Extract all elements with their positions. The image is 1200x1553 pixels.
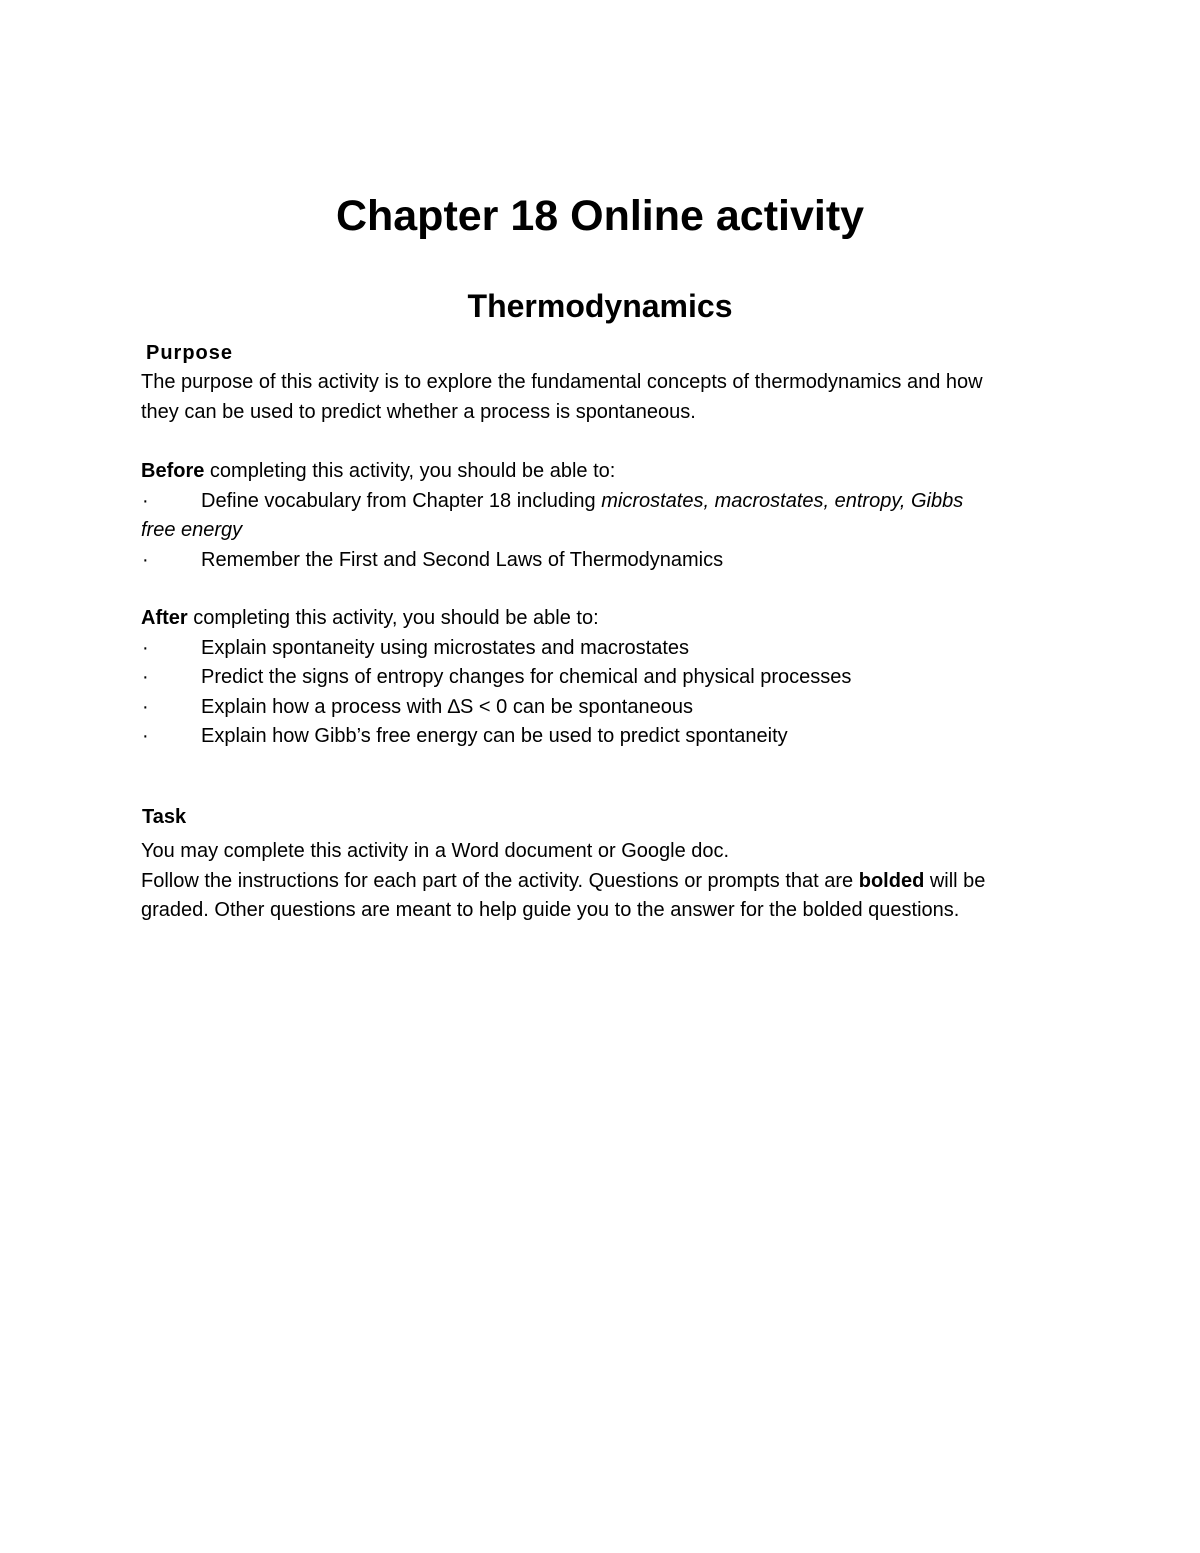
before-item-1-continuation xyxy=(141,516,1071,546)
purpose-line-2: they can be used to predict whether a process is spontaneous. xyxy=(141,400,696,423)
purpose-paragraph xyxy=(141,368,1071,427)
task-line-3: graded. Other questions are meant to help guide you to the answer for the bolded questions. xyxy=(141,899,960,921)
bullet-icon: · xyxy=(142,636,149,659)
before-item-1-plain: Define vocabulary from Chapter 18 including xyxy=(201,489,602,512)
document-title: Chapter 18 Online activity xyxy=(335,192,865,240)
task-paragraph xyxy=(141,837,1071,926)
after-item-1-text: Explain spontaneity using microstates and macrostates xyxy=(201,636,690,659)
after-item-4-text: Explain how Gibb’s free energy can be used to predict spontaneity xyxy=(201,725,788,747)
before-item-2-text: Remember the First and Second Laws of Thermodynamics xyxy=(201,548,724,571)
purpose-line-1: The purpose of this activity is to explore the fundamental concepts of thermodynamics and how xyxy=(141,371,983,393)
bullet-icon: · xyxy=(142,695,149,718)
after-item-2 xyxy=(141,663,1071,693)
after-item-3 xyxy=(141,693,1071,723)
task-line-2 xyxy=(141,867,1071,897)
task-line-2-after: will be xyxy=(924,869,986,892)
bullet-icon: · xyxy=(142,666,149,688)
before-section xyxy=(141,457,1071,575)
after-item-3-text: Explain how a process with ∆S < 0 can be spontaneous xyxy=(201,695,693,718)
before-lead xyxy=(141,457,1071,487)
bullet-icon: · xyxy=(142,489,149,512)
before-lead-text: completing this activity, you should be able to: xyxy=(204,460,616,482)
after-lead-text: completing this activity, you should be able to: xyxy=(187,607,599,629)
before-item-1-text xyxy=(201,487,963,517)
task-heading: Task xyxy=(142,806,187,828)
after-item-2-text: Predict the signs of entropy changes for chemical and physical processes xyxy=(201,666,852,688)
document-subtitle: Thermodynamics xyxy=(467,288,733,324)
bullet-icon: · xyxy=(142,548,149,571)
before-item-1-italic: microstates, macrostates, entropy, Gibbs xyxy=(601,489,964,512)
after-lead xyxy=(141,604,1071,634)
after-section xyxy=(141,604,1071,752)
before-item-2 xyxy=(141,546,1071,576)
bullet-icon: · xyxy=(142,725,149,747)
after-item-4 xyxy=(141,722,1071,752)
before-item-1-continuation-italic: free energy xyxy=(141,519,243,541)
task-line-2-bold: bolded xyxy=(858,869,925,892)
after-lead-bold: After xyxy=(141,607,188,629)
purpose-heading: Purpose xyxy=(146,342,234,364)
task-line-2-before: Follow the instructions for each part of the activity. Questions or prompts that are xyxy=(141,869,859,892)
before-lead-bold: Before xyxy=(141,460,205,482)
before-item-1 xyxy=(141,487,1071,517)
task-line-1: You may complete this activity in a Word document or Google doc. xyxy=(141,840,730,862)
after-item-1 xyxy=(141,634,1071,664)
